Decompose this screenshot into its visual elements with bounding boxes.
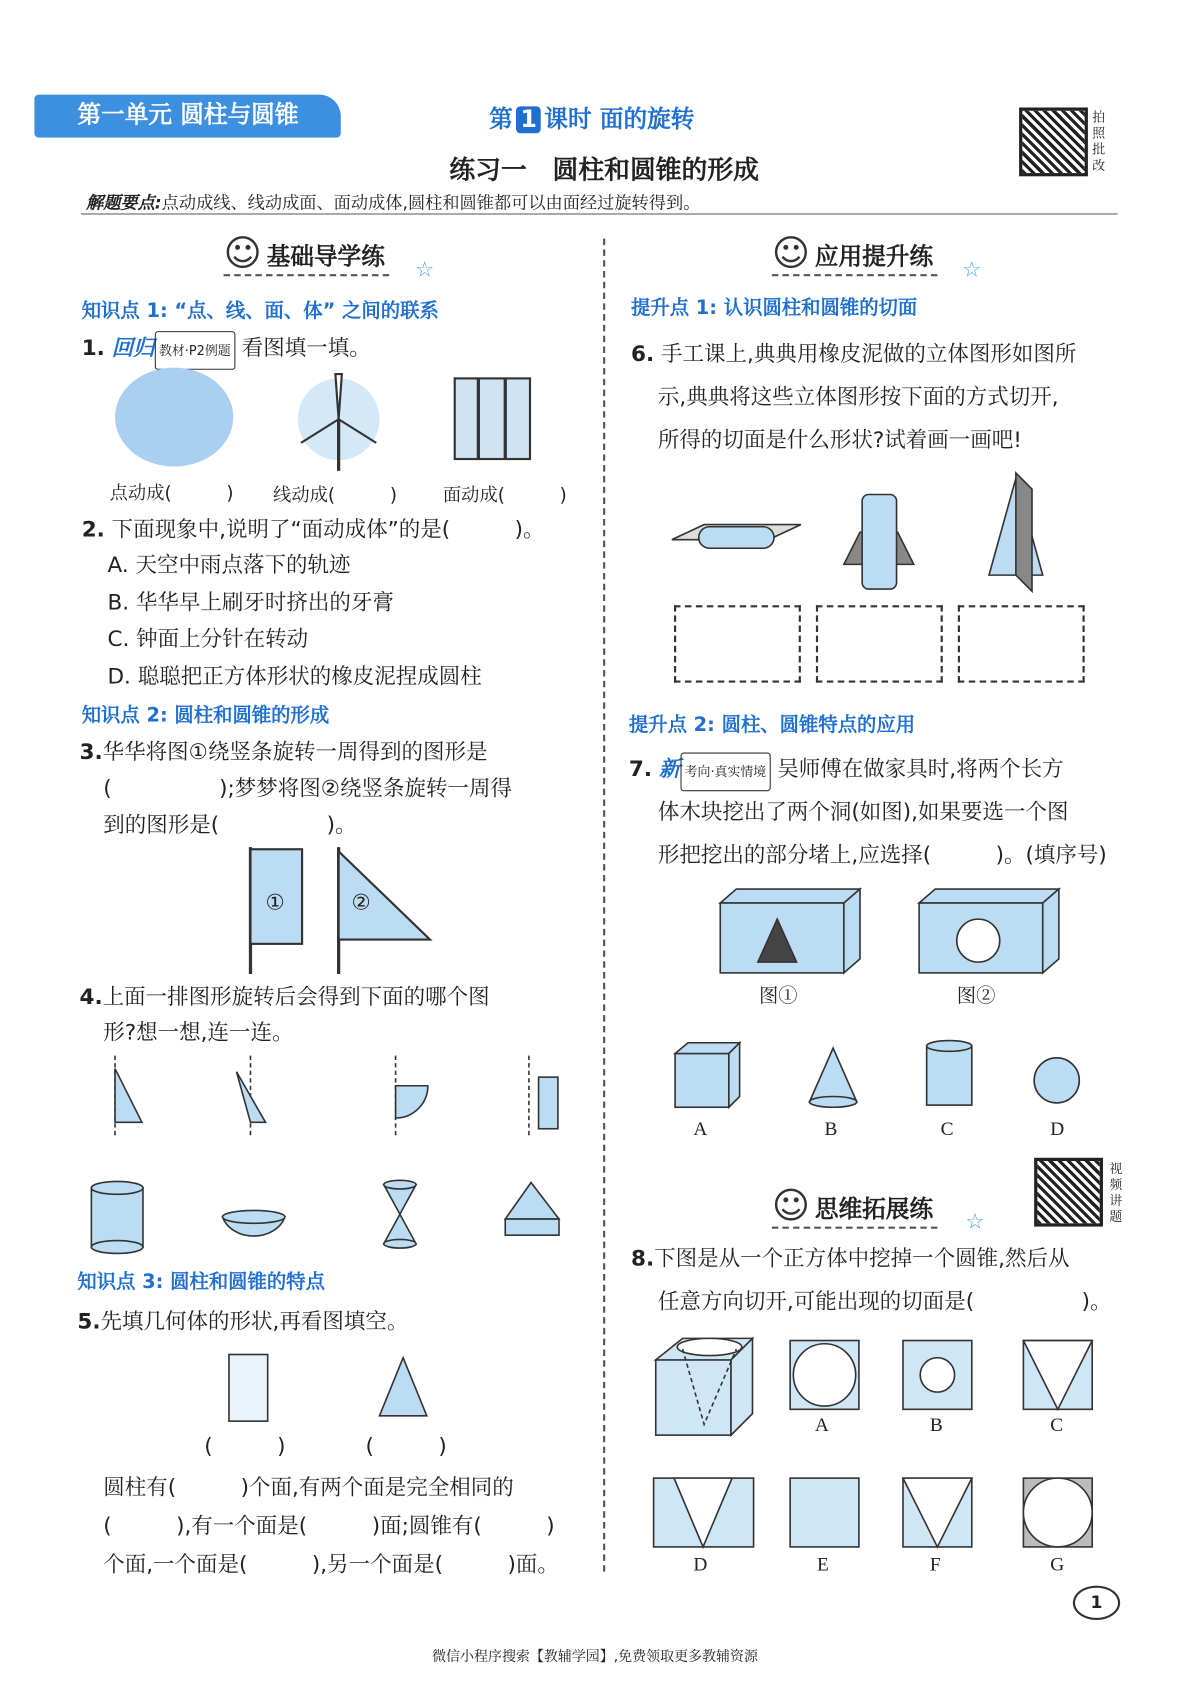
knowledge-point: 知识点 3: 圆柱和圆锥的特点 bbox=[77, 1270, 325, 1294]
page-title: 练习一 圆柱和圆锥的形成 bbox=[449, 154, 759, 185]
q1-figures bbox=[108, 366, 592, 474]
drawing-box[interactable] bbox=[958, 605, 1085, 682]
knowledge-point: 提升点 1: 认识圆柱和圆锥的切面 bbox=[631, 296, 918, 320]
q7-figures bbox=[715, 887, 1070, 978]
unit-banner: 第一单元 圆柱与圆锥 bbox=[34, 95, 340, 138]
figure-label: ① bbox=[265, 889, 285, 915]
page-number: 1 bbox=[1073, 1586, 1120, 1620]
rain-area bbox=[115, 368, 233, 467]
qr-label: 视频讲题 bbox=[1109, 1161, 1123, 1225]
figure-label: ② bbox=[351, 889, 371, 915]
question-8 bbox=[631, 1239, 1069, 1276]
q-num: 6. bbox=[631, 340, 655, 367]
question-4 bbox=[80, 978, 490, 1015]
star-icon: ☆ bbox=[965, 1208, 985, 1235]
q-text: 体木块挖出了两个洞(如图),如果要选一个图 bbox=[657, 798, 1069, 825]
q-text: 华华将图①绕竖条旋转一周得到的图形是 bbox=[102, 738, 488, 765]
option-label[interactable]: D bbox=[1050, 1118, 1065, 1140]
option-label[interactable]: D bbox=[693, 1553, 708, 1575]
qr-label: 拍照批改 bbox=[1092, 109, 1106, 174]
lesson-title bbox=[489, 101, 694, 134]
option-label[interactable]: G bbox=[1050, 1553, 1065, 1575]
q7-options[interactable] bbox=[672, 1037, 1091, 1112]
lesson-suffix: 课时 面的旋转 bbox=[544, 106, 695, 134]
option: D. 聪聪把正方体形状的橡皮泥捏成圆柱 bbox=[107, 663, 482, 690]
figure-label: 图① bbox=[758, 984, 798, 1007]
q5-figures bbox=[226, 1349, 441, 1424]
q-text[interactable]: 下面现象中,说明了“面动成体”的是( )。 bbox=[111, 516, 545, 542]
q-num: 8. bbox=[631, 1244, 655, 1271]
q-num: 1. bbox=[81, 334, 105, 361]
star-icon: ☆ bbox=[962, 255, 982, 282]
q6-figures bbox=[672, 473, 1081, 593]
qr-code[interactable] bbox=[1019, 108, 1088, 177]
q-text: 手工课上,典典用橡皮泥做的立体图形如图所 bbox=[660, 340, 1077, 367]
question-5 bbox=[77, 1303, 408, 1340]
option-label[interactable]: B bbox=[929, 1413, 943, 1436]
figure-label: 图② bbox=[956, 984, 996, 1007]
tag: 教材·P2例题 bbox=[155, 331, 235, 370]
star-icon: ☆ bbox=[414, 255, 435, 282]
revolving-door-icon bbox=[455, 378, 530, 459]
option-label[interactable]: C bbox=[1050, 1413, 1064, 1436]
option: C. 钟面上分针在转动 bbox=[107, 625, 309, 652]
q-num: 7. bbox=[628, 755, 653, 782]
option: B. 华华早上刷牙时挤出的牙膏 bbox=[107, 589, 394, 615]
cone bbox=[379, 1358, 426, 1416]
lesson-prefix: 第 bbox=[489, 106, 513, 134]
tip-text: 点动成线、线动成面、面动成体,圆柱和圆锥都可以由面经过旋转得到。 bbox=[161, 192, 701, 213]
q4-figures[interactable] bbox=[97, 1056, 570, 1260]
q-text[interactable]: ( );梦梦将图②绕竖条旋转一周得 bbox=[103, 775, 513, 801]
q-text[interactable]: 圆柱有( )个面,有两个面是完全相同的 bbox=[103, 1473, 514, 1500]
drawing-box[interactable] bbox=[816, 605, 943, 682]
question-3 bbox=[80, 733, 488, 770]
section-label: 应用提升练 bbox=[814, 244, 934, 271]
q-text: 下图是从一个正方体中挖掉一个圆锥,然后从 bbox=[654, 1244, 1070, 1271]
blank[interactable]: ( ) bbox=[204, 1432, 286, 1459]
q-text[interactable]: ( ),有一个面是( )面;圆锥有( ) bbox=[103, 1512, 555, 1539]
q-text[interactable]: 个面,一个面是( ),另一个面是( )面。 bbox=[103, 1551, 559, 1578]
question-1 bbox=[82, 329, 371, 370]
section-label: 思维拓展练 bbox=[814, 1196, 934, 1224]
option-label[interactable]: A bbox=[814, 1413, 829, 1436]
fill-label[interactable]: 点动成( ) bbox=[109, 482, 234, 505]
column-divider bbox=[603, 239, 605, 1572]
fill-label[interactable]: 面动成( ) bbox=[442, 484, 567, 507]
q-text[interactable]: 到的图形是( )。 bbox=[103, 811, 357, 838]
q-num: 3. bbox=[79, 738, 103, 765]
question-7 bbox=[629, 750, 1064, 791]
q-num: 4. bbox=[79, 983, 103, 1010]
section-title bbox=[772, 1191, 938, 1229]
option-label[interactable]: B bbox=[824, 1118, 838, 1140]
q-text: 所得的切面是什么形状?试着画一画吧! bbox=[657, 426, 1022, 453]
q-text[interactable]: 任意方向切开,可能出现的切面是( )。 bbox=[657, 1287, 1112, 1314]
lesson-number: 1 bbox=[516, 106, 541, 133]
q-text: 吴师傅在做家具时,将两个长方 bbox=[777, 755, 1064, 782]
tag: 回归 bbox=[111, 334, 155, 361]
knowledge-point: 知识点 2: 圆柱和圆锥的形成 bbox=[81, 704, 330, 727]
section-title bbox=[224, 239, 390, 277]
section-title bbox=[772, 239, 938, 277]
tea-can bbox=[229, 1355, 268, 1422]
q-num: 5. bbox=[77, 1308, 101, 1335]
section-label: 基础导学练 bbox=[266, 244, 385, 271]
knowledge-point: 知识点 1: “点、线、面、体” 之间的联系 bbox=[81, 299, 439, 323]
question-6 bbox=[631, 335, 1076, 372]
blank[interactable]: ( ) bbox=[365, 1432, 447, 1459]
knowledge-point: 提升点 2: 圆柱、圆锥特点的应用 bbox=[628, 713, 916, 737]
q-text: 先填几何体的形状,再看图填空。 bbox=[100, 1308, 409, 1335]
tip bbox=[86, 189, 700, 214]
fill-label[interactable]: 线动成( ) bbox=[273, 484, 397, 507]
option: A. 天空中雨点落下的轨迹 bbox=[107, 551, 351, 578]
option-label[interactable]: E bbox=[817, 1553, 829, 1575]
qr-code[interactable] bbox=[1034, 1158, 1103, 1227]
tag: 新 bbox=[658, 755, 681, 782]
question-2 bbox=[82, 511, 545, 548]
tag: 考向·真实情境 bbox=[680, 753, 770, 792]
option-label[interactable]: F bbox=[929, 1553, 941, 1575]
footer: 微信小程序搜索【教辅学园】,免费领取更多教辅资源 bbox=[432, 1649, 758, 1666]
q-text[interactable]: 形把挖出的部分堵上,应选择( )。(填序号) bbox=[657, 841, 1107, 868]
q-text: 示,典典将这些立体图形按下面的方式切开, bbox=[657, 383, 1059, 410]
option-label[interactable]: C bbox=[940, 1118, 954, 1140]
divider bbox=[81, 213, 1118, 215]
q-text: 形?想一想,连一连。 bbox=[103, 1019, 294, 1045]
q-text: 看图填一填。 bbox=[241, 334, 371, 361]
option-label[interactable]: A bbox=[693, 1118, 708, 1140]
drawing-box[interactable] bbox=[674, 605, 801, 682]
q-num: 2. bbox=[81, 516, 105, 542]
q8-figures[interactable] bbox=[650, 1338, 1102, 1553]
tip-label: 解题要点: bbox=[86, 192, 162, 213]
q-text: 上面一排图形旋转后会得到下面的哪个图 bbox=[102, 983, 490, 1010]
